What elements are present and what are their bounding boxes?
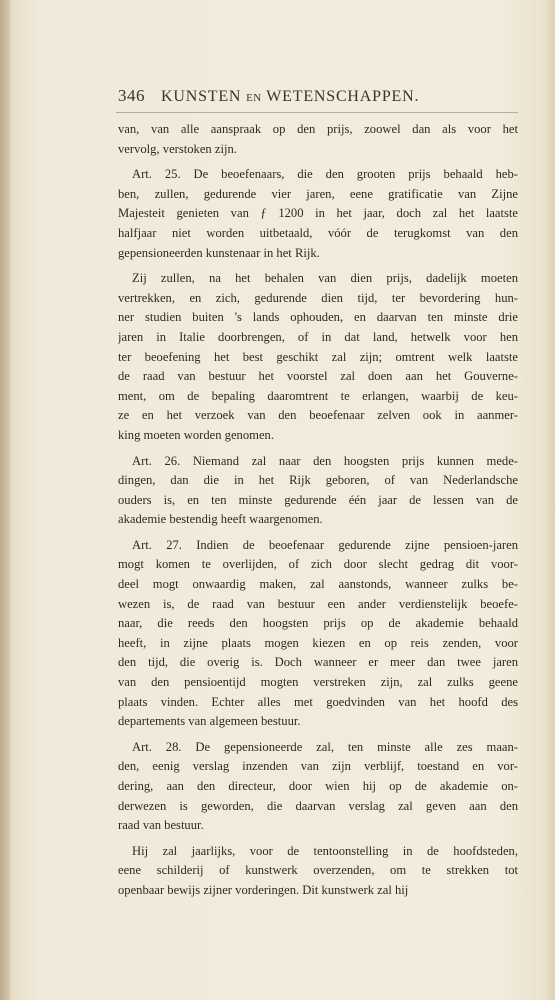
paragraph bbox=[118, 269, 518, 445]
text-line: Art. 26. Niemand zal naar den hoogsten prijs kunnen mede- bbox=[132, 453, 518, 468]
text-line: ner studien buiten 's lands ophouden, en daarvan ten minste drie bbox=[118, 310, 518, 325]
body-text bbox=[118, 120, 518, 907]
paragraph bbox=[118, 165, 518, 263]
text-line: halfjaar niet worden uitbetaald, vóór de terugkomst van den bbox=[118, 225, 518, 240]
text-line: akademie bestendig heeft waargenomen. bbox=[118, 512, 323, 527]
text-line: den tijd, die overig is. Doch wanneer er meer dan twee jaren bbox=[118, 655, 518, 670]
text-line: Art. 25. De beoefenaars, die den grooten prijs behaald heb- bbox=[132, 167, 518, 182]
text-line: departements van algemeen bestuur. bbox=[118, 714, 301, 729]
text-line: ze en het verzoek van den beoefenaar zelven ook in aanmer- bbox=[118, 408, 518, 423]
text-line: vervolg, verstoken zijn. bbox=[118, 141, 237, 156]
text-line: de raad van bestuur het voorstel zal doen aan het Gouverne- bbox=[118, 369, 518, 384]
text-line: heeft, in zijne plaats mogen kiezen en op reis zenden, voor bbox=[118, 635, 518, 650]
paragraph bbox=[118, 842, 518, 901]
text-line: openbaar bewijs zijner vorderingen. Dit kunstwerk zal hij bbox=[118, 882, 409, 897]
text-line: Majesteit genieten van ƒ 1200 in het jaar, doch zal het laatste bbox=[118, 206, 518, 221]
text-line: derwezen is geworden, die daarvan verslag zal geven aan den bbox=[118, 798, 518, 813]
paragraph bbox=[118, 536, 518, 732]
running-header bbox=[118, 86, 458, 108]
text-line: gepensioneerden kunstenaar in het Rijk. bbox=[118, 245, 320, 260]
text-line: ouders is, en ten minste gedurende één jaar de lessen van de bbox=[118, 492, 518, 507]
text-line: dingen, dan die in het Rijk geboren, of van Nederlandsche bbox=[118, 473, 518, 488]
text-line: Art. 28. De gepensioneerde zal, ten minste alle zes maan- bbox=[132, 739, 518, 754]
text-line: deel mogt onwaardig maken, zal aanstonds, wanneer zulks be- bbox=[118, 577, 518, 592]
text-line: naar, die reeds den hoogsten prijs op de akademie behaald bbox=[118, 616, 518, 631]
paragraph bbox=[118, 452, 518, 530]
text-line: plaats vinden. Echter alles met goedvinden van het hoofd des bbox=[118, 694, 518, 709]
text-line: ment, om de bepaling daaromtrent te erlangen, waarbij de keu- bbox=[118, 388, 518, 403]
text-line: vertrekken, en zich, gedurende dien tijd, ter bevordering hun- bbox=[118, 290, 518, 305]
text-line: dering, aan den directeur, door wien hij op de akademie on- bbox=[118, 779, 518, 793]
text-line: king moeten worden genomen. bbox=[118, 427, 274, 442]
page-number: 346 bbox=[118, 86, 145, 105]
page-gutter bbox=[0, 0, 10, 1000]
text-line: raad van bestuur. bbox=[118, 818, 204, 833]
text-line: ben, zullen, gedurende vier jaren, eene gratificatie van Zijne bbox=[118, 186, 518, 201]
text-line: van, van alle aanspraak op den prijs, zoowel dan als voor het bbox=[118, 122, 518, 136]
title-word-kunsten: KUNSTEN bbox=[161, 88, 242, 105]
text-line: Hij zal jaarlijks, voor de tentoonstelling in de hoofdsteden, bbox=[132, 843, 518, 858]
text-line: wezen is, de raad van bestuur een ander verdienstelijk beoefe- bbox=[118, 596, 518, 611]
paragraph bbox=[118, 120, 518, 159]
running-title bbox=[161, 88, 419, 106]
paragraph bbox=[118, 738, 518, 836]
title-connector: EN bbox=[246, 92, 262, 104]
text-line: mogt komen te overlijden, of zich door slecht gedrag dit voor- bbox=[118, 557, 518, 572]
text-line: den, eenig verslag inzenden van zijn verblijf, toestand en vor- bbox=[118, 759, 518, 774]
header-rule bbox=[116, 112, 518, 113]
text-line: Art. 27. Indien de beoefenaar gedurende zijne pensioen-jaren bbox=[132, 537, 518, 552]
text-line: ter beoefening het best geschikt zal zijn; omtrent welk laatste bbox=[118, 349, 518, 364]
text-line: van den pensioentijd mogten verstreken zijn, zal zulks geene bbox=[118, 675, 518, 690]
text-line: Zij zullen, na het behalen van dien prijs, dadelijk moeten bbox=[132, 271, 518, 286]
text-line: jaren in Italie doorbrengen, of in dat land, hetwelk voor hen bbox=[118, 329, 518, 344]
title-word-wetenschappen: WETENSCHAPPEN. bbox=[266, 88, 420, 105]
text-line: eene schilderij of kunstwerk overzenden, om te strekken tot bbox=[118, 863, 518, 878]
